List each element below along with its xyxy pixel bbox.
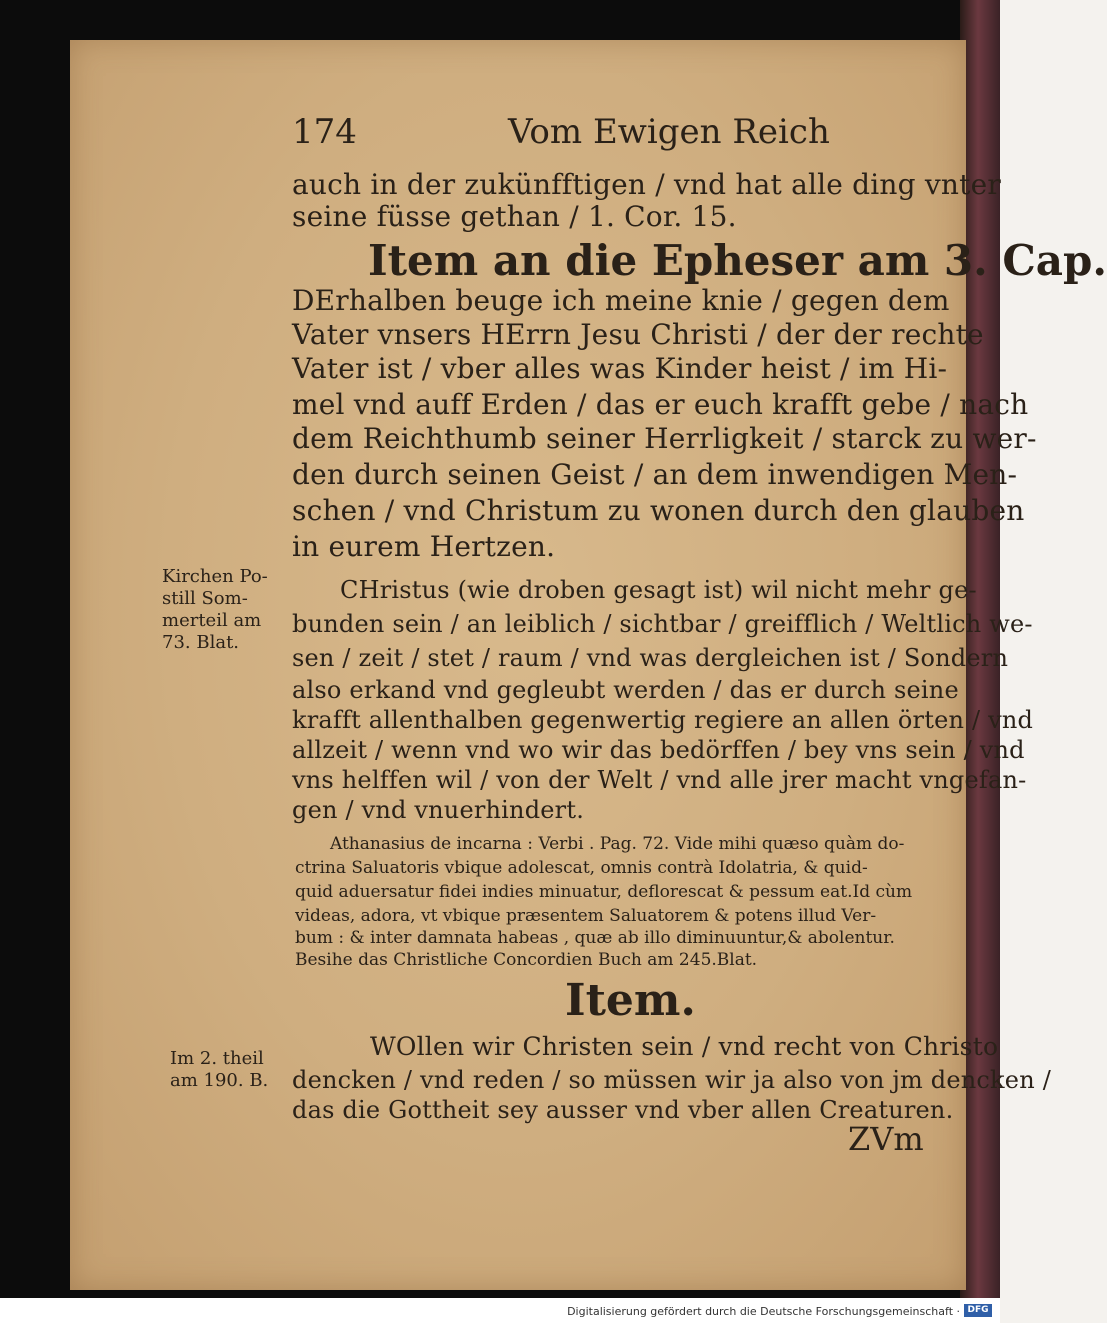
text-line: CHristus (wie droben gesagt ist) wil nicht mehr ge- [340,576,977,604]
text-line: den durch seinen Geist / an dem inwendigen Men- [292,458,1018,491]
text-line: DErhalben beuge ich meine knie / gegen dem [292,284,950,317]
text-line: also erkand vnd gegleubt werden / das er durch seine [292,676,959,704]
catchword: ZVm [848,1120,924,1158]
quote-line: Athanasius de incarna : Verbi . Pag. 72. Vide mihi quæso quàm do- [330,834,905,854]
margin-note-line: merteil am [162,610,262,631]
text-line: allzeit / wenn vnd wo wir das bedörffen / bey vns sein / vnd [292,736,1025,764]
running-title: Vom Ewigen Reich [508,112,830,152]
quote-line: bum : & inter damnata habeas , quæ ab illo diminuuntur,& abolentur. [295,928,895,948]
quote-line: quid aduersatur fidei indies minuatur, deflorescat & pessum eat.Id cùm [295,882,913,902]
dfg-logo: DFG [964,1304,992,1317]
text-line: auch in der zukünfftigen / vnd hat alle ding vnter [292,168,1001,201]
quote-line: Besihe das Christliche Concordien Buch am 245.Blat. [295,950,758,970]
margin-note-line: Kirchen Po- [162,566,268,587]
page-number: 174 [292,112,357,152]
margin-note-line: am 190. B. [170,1070,269,1091]
text-line: das die Gottheit sey ausser vnd vber allen Creaturen. [292,1096,954,1124]
margin-note-line: 73. Blat. [162,632,240,653]
text-line: vns helffen wil / von der Welt / vnd alle jrer macht vngefan- [292,766,1027,794]
text-line: krafft allenthalben gegenwertig regiere an allen örten / vnd [292,706,1034,734]
margin-note-line: still Som- [162,588,248,609]
text-line: Vater vnsers HErrn Jesu Christi / der der rechte [292,318,984,351]
footer-bar [0,1298,1000,1323]
text-line: schen / vnd Christum zu wonen durch den glauben [292,494,1025,527]
quote-line: ctrina Saluatoris vbique adolescat, omnis contrà Idolatria, & quid- [295,858,868,878]
text-line: gen / vnd vnuerhindert. [292,796,585,824]
text-line: mel vnd auff Erden / das er euch krafft gebe / nach [292,388,1029,421]
section-heading: Item an die Epheser am 3. Cap. [368,236,1107,285]
text-line: seine füsse gethan / 1. Cor. 15. [292,200,737,233]
text-line: WOllen wir Christen sein / vnd recht von Christo [370,1032,999,1061]
text-line: bunden sein / an leiblich / sichtbar / greifflich / Weltlich we- [292,610,1033,638]
text-line: dem Reichthumb seiner Herrligkeit / starck zu wer- [292,422,1037,455]
section-heading: Item. [565,975,696,1026]
funding-credit: Digitalisierung gefördert durch die Deutsche Forschungsgemeinschaft · [567,1305,960,1318]
text-line: in eurem Hertzen. [292,530,556,563]
text-line: sen / zeit / stet / raum / vnd was dergleichen ist / Sondern [292,644,1009,672]
text-line: dencken / vnd reden / so müssen wir ja also von jm dencken / [292,1066,1051,1094]
quote-line: videas, adora, vt vbique præsentem Saluatorem & potens illud Ver- [295,906,877,926]
text-line: Vater ist / vber alles was Kinder heist / im Hi- [292,352,948,385]
margin-note-line: Im 2. theil [170,1048,264,1069]
